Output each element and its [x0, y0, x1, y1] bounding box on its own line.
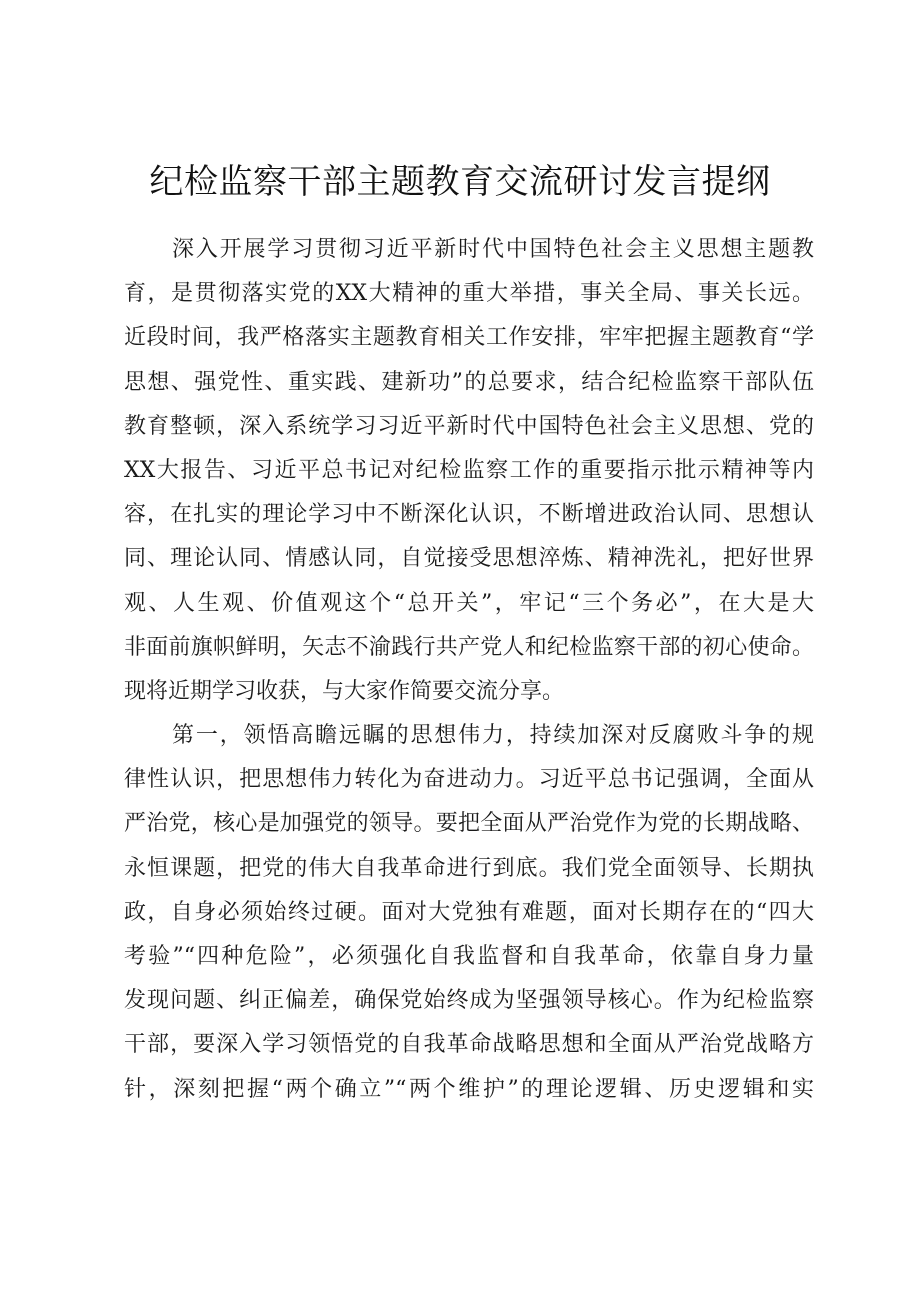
paragraph-2-line-2: 律性认识，把思想伟力转化为奋进动力。习近平总书记强调，全面从 [124, 767, 814, 793]
document-body [124, 228, 814, 1112]
paragraph-2-line-8: 干部，要深入学习领悟党的自我革命战略思想和全面从严治党战略方 [124, 1032, 814, 1058]
paragraph-1-line-6: XX大报告、习近平总书记对纪检监察工作的重要指示批示精神等内 [124, 457, 814, 483]
paragraph-2-line-7: 发现问题、纠正偏差，确保党始终成为坚强领导核心。作为纪检监察 [124, 988, 814, 1014]
paragraph-1-line-11: 现将近期学习收获，与大家作简要交流分享。 [124, 678, 565, 704]
paragraph-2-line-5: 政，自身必须始终过硬。面对大党独有难题，面对长期存在的“四大 [124, 899, 814, 925]
paragraph-1-line-9: 观、人生观、价值观这个“总开关”，牢记“三个务必”，在大是大 [124, 590, 814, 616]
paragraph-2-line-6: 考验”“四种危险”，必须强化自我监督和自我革命，依靠自身力量 [124, 944, 814, 969]
paragraph-2-line-4: 永恒课题，把党的伟大自我革命进行到底。我们党全面领导、长期执 [124, 855, 814, 881]
paragraph-1-line-3: 近段时间，我严格落实主题教育相关工作安排，牢牢把握主题教育“学 [124, 325, 814, 351]
document-title: 纪检监察干部主题教育交流研讨发言提纲 [149, 162, 771, 202]
paragraph-2-line-3: 严治党，核心是加强党的领导。要把全面从严治党作为党的长期战略、 [124, 811, 814, 837]
paragraph-1-line-7: 容，在扎实的理论学习中不断深化认识，不断增进政治认同、思想认 [124, 502, 814, 528]
paragraph-1-line-2: 育，是贯彻落实党的XX大精神的重大举措，事关全局、事关长远。 [124, 281, 814, 307]
paragraph-1-line-5: 教育整顿，深入系统学习习近平新时代中国特色社会主义思想、党的 [124, 413, 814, 439]
paragraph-2-line-9: 针，深刻把握“两个确立”“两个维护”的理论逻辑、历史逻辑和实 [124, 1076, 814, 1102]
paragraph-1-line-1: 深入开展学习贯彻习近平新时代中国特色社会主义思想主题教 [172, 237, 814, 262]
paragraph-1-line-8: 同、理论认同、情感认同，自觉接受思想淬炼、精神洗礼，把好世界 [124, 546, 814, 572]
paragraph-2-line-1: 第一，领悟高瞻远瞩的思想伟力，持续加深对反腐败斗争的规 [172, 723, 814, 749]
paragraph-1-line-10: 非面前旗帜鲜明，矢志不渝践行共产党人和纪检监察干部的初心使命。 [124, 634, 814, 660]
paragraph-1-line-4: 思想、强党性、重实践、建新功”的总要求，结合纪检监察干部队伍 [124, 369, 814, 395]
